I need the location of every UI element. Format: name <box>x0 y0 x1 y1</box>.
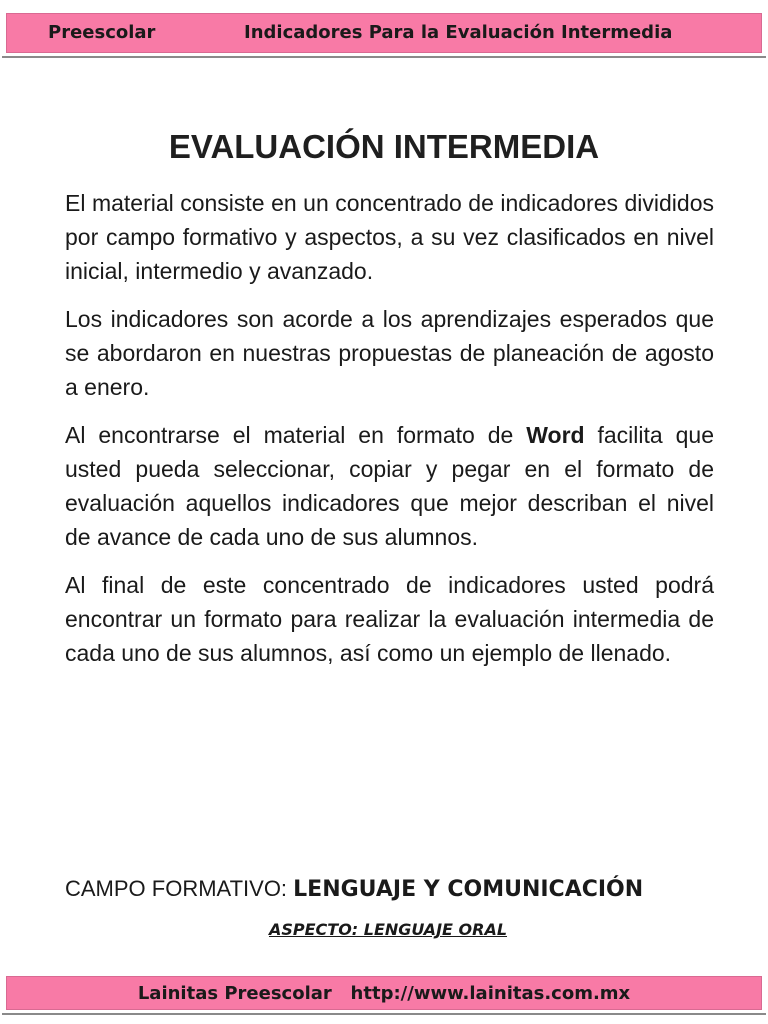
document-body <box>65 186 714 684</box>
header-band <box>6 13 762 53</box>
footer-band <box>6 976 762 1010</box>
header-document-title: Indicadores Para la Evaluación Intermedia <box>244 22 673 43</box>
paragraph-word-format-end: facilita que usted pueda seleccionar, copiar y pegar en el formato de evaluación aquellos indicadores que mejor describan el nivel de avance de cada uno de sus alumnos. <box>65 422 714 550</box>
page-title: EVALUACIÓN INTERMEDIA <box>168 128 600 165</box>
footer-text: Lainitas Preescolar http://www.lainitas.com.mx <box>137 983 631 1004</box>
campo-formativo-value: LENGUAJE Y COMUNICACIÓN <box>293 877 644 902</box>
paragraph-indicators-alignment: Los indicadores son acorde a los aprendizajes esperados que se abordaron en nuestras propuestas de planeación de agosto a enero. <box>65 306 714 400</box>
paragraph-word-format-start: Al encontrarse el material en formato de <box>65 422 527 448</box>
header-divider <box>2 56 766 58</box>
campo-formativo-heading <box>65 876 643 902</box>
paragraph-evaluation-format: Al final de este concentrado de indicadores usted podrá encontrar un formato para realizar la evaluación intermedia de cada uno de sus alumnos, así como un ejemplo de llenado. <box>65 572 714 666</box>
paragraph-material-description: El material consiste en un concentrado de indicadores divididos por campo formativo y aspectos, a su vez clasificados en nivel inicial, intermedio y avanzado. <box>65 190 714 284</box>
header-level-label: Preescolar <box>48 22 156 43</box>
footer-divider <box>2 1013 766 1015</box>
aspecto-heading: ASPECTO: LENGUAJE ORAL <box>268 920 508 939</box>
campo-formativo-label: CAMPO FORMATIVO: <box>65 876 294 901</box>
word-format-emphasis: Word <box>526 422 585 448</box>
paragraph-word-format <box>65 418 714 554</box>
